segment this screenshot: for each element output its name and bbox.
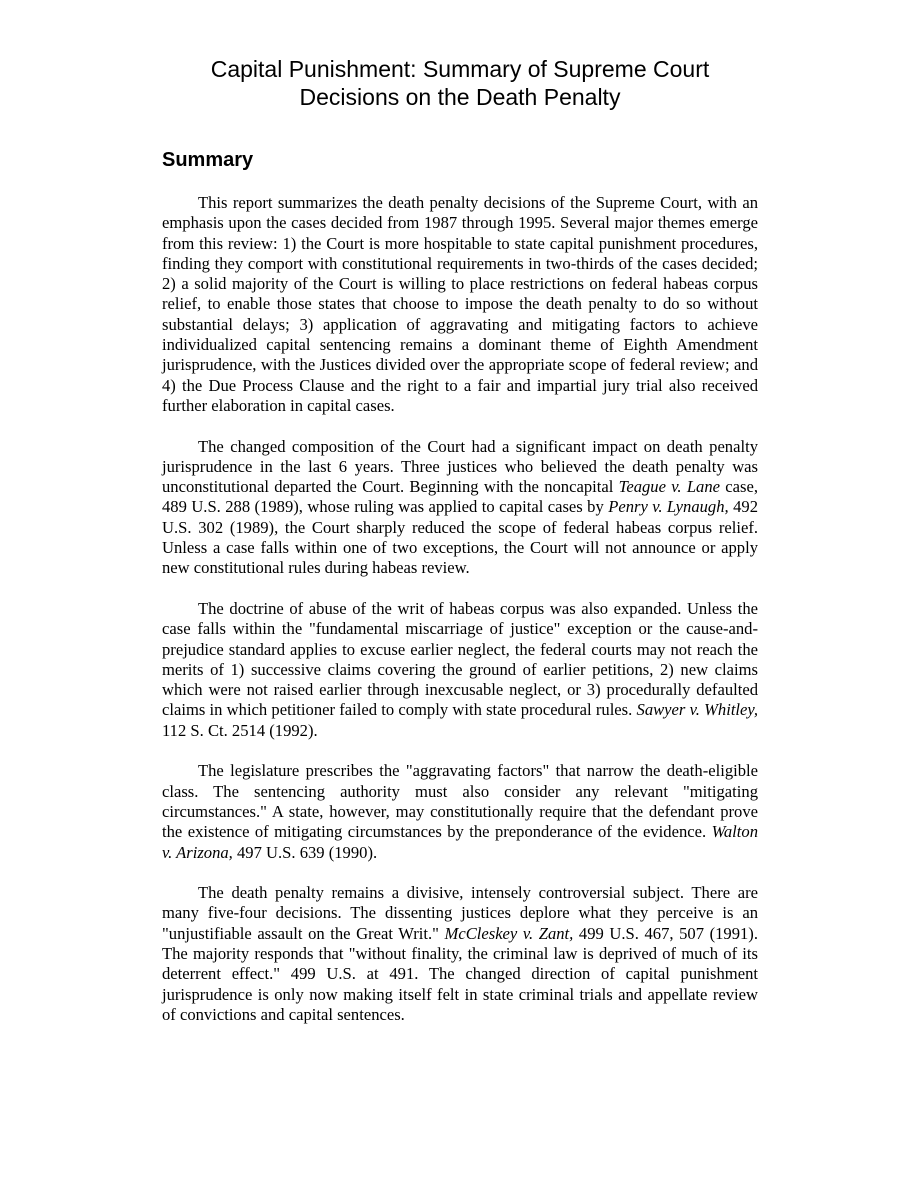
summary-paragraph [162, 599, 758, 741]
paragraph-text: The death penalty remains a divisive, intensely controversial subject. There are many five-four decisions. The dissenting justices deplore what they perceive is an "unjustifiable assault on the Great Writ." [162, 883, 758, 943]
document-title-line-2: Decisions on the Death Penalty [299, 84, 621, 110]
paragraph-text: The legislature prescribes the "aggravating factors" that narrow the death-eligible class. The sentencing authority must also consider any relevant "mitigating circumstances." A state, however, may constitutionally require that the defendant prove the existence of mitigating circumstances by the preponderance of the evidence. [162, 761, 758, 842]
case-citation: Teague v. Lane [618, 477, 721, 497]
paragraph-text: 497 U.S. 639 (1990). [232, 842, 378, 862]
summary-paragraph [162, 761, 758, 862]
summary-paragraph [162, 437, 758, 579]
paragraph-text: This report summarizes the death penalty decisions of the Supreme Court, with an emphasis upon the cases decided from 1987 through 1995. Several major themes emerge from this review: 1) the Court is more hospitable to state capital punishment procedures, finding they comport with constitutional requirements in two-thirds of the cases decided; 2) a solid majority of the Court is willing to place restrictions on federal habeas corpus relief, to enable those states that choose to impose the death penalty to do so without substantial delays; 3) application of aggravating and mitigating factors to achieve individualized capital sentencing remains a dominant theme of Eighth Amendment jurisprudence, with the Justices divided over the appropriate scope of federal review; and 4) the Due Process Clause and the right to a fair and impartial jury trial also received further elaboration in capital cases. [162, 193, 758, 415]
document-title-line-1: Capital Punishment: Summary of Supreme Court [210, 56, 710, 82]
case-citation: McCleskey v. Zant, [444, 923, 574, 943]
paragraph-text: case, 489 U.S. 288 (1989), whose ruling was applied to capital cases by [162, 477, 759, 517]
paragraph-text: 492 U.S. 302 (1989), the Court sharply reduced the scope of federal habeas corpus relief. Unless a case falls within one of two exceptions, the Court will not announce or apply new constitutional rules during habeas review. [162, 497, 758, 578]
summary-paragraph [162, 193, 758, 416]
paragraph-text: The changed composition of the Court had a significant impact on death penalty jurisprudence in the last 6 years. Three justices who believed the death penalty was unconstitutional departed the Court. Beginning with the noncapital [162, 436, 758, 497]
summary-heading: Summary [162, 149, 254, 171]
case-citation: Penry v. Lynaugh, [608, 497, 729, 517]
document-title [130, 55, 790, 111]
summary-paragraph [162, 883, 758, 1025]
case-citation: Walton v. Arizona, [162, 822, 758, 862]
summary-body [162, 193, 758, 1025]
case-citation: Sawyer v. Whitley, [636, 700, 759, 720]
paragraph-text: 112 S. Ct. 2514 (1992). [162, 720, 318, 740]
paragraph-text: The doctrine of abuse of the writ of habeas corpus was also expanded. Unless the case falls within the "fundamental miscarriage of justice" exception or the cause-and-prejudice standard applies to excuse earlier neglect, the federal courts may not reach the merits of 1) successive claims covering the ground of earlier petitions, 2) new claims which were not raised earlier through inexcusable neglect, or 3) procedurally defaulted claims in which petitioner failed to comply with state procedural rules. [162, 598, 758, 720]
paragraph-text: 499 U.S. 467, 507 (1991). The majority responds that "without finality, the criminal law is deprived of much of its deterrent effect." 499 U.S. at 491. The changed direction of capital punishment jurisprudence is only now making itself felt in state criminal trials and appellate review of convictions and capital sentences. [162, 923, 758, 1024]
